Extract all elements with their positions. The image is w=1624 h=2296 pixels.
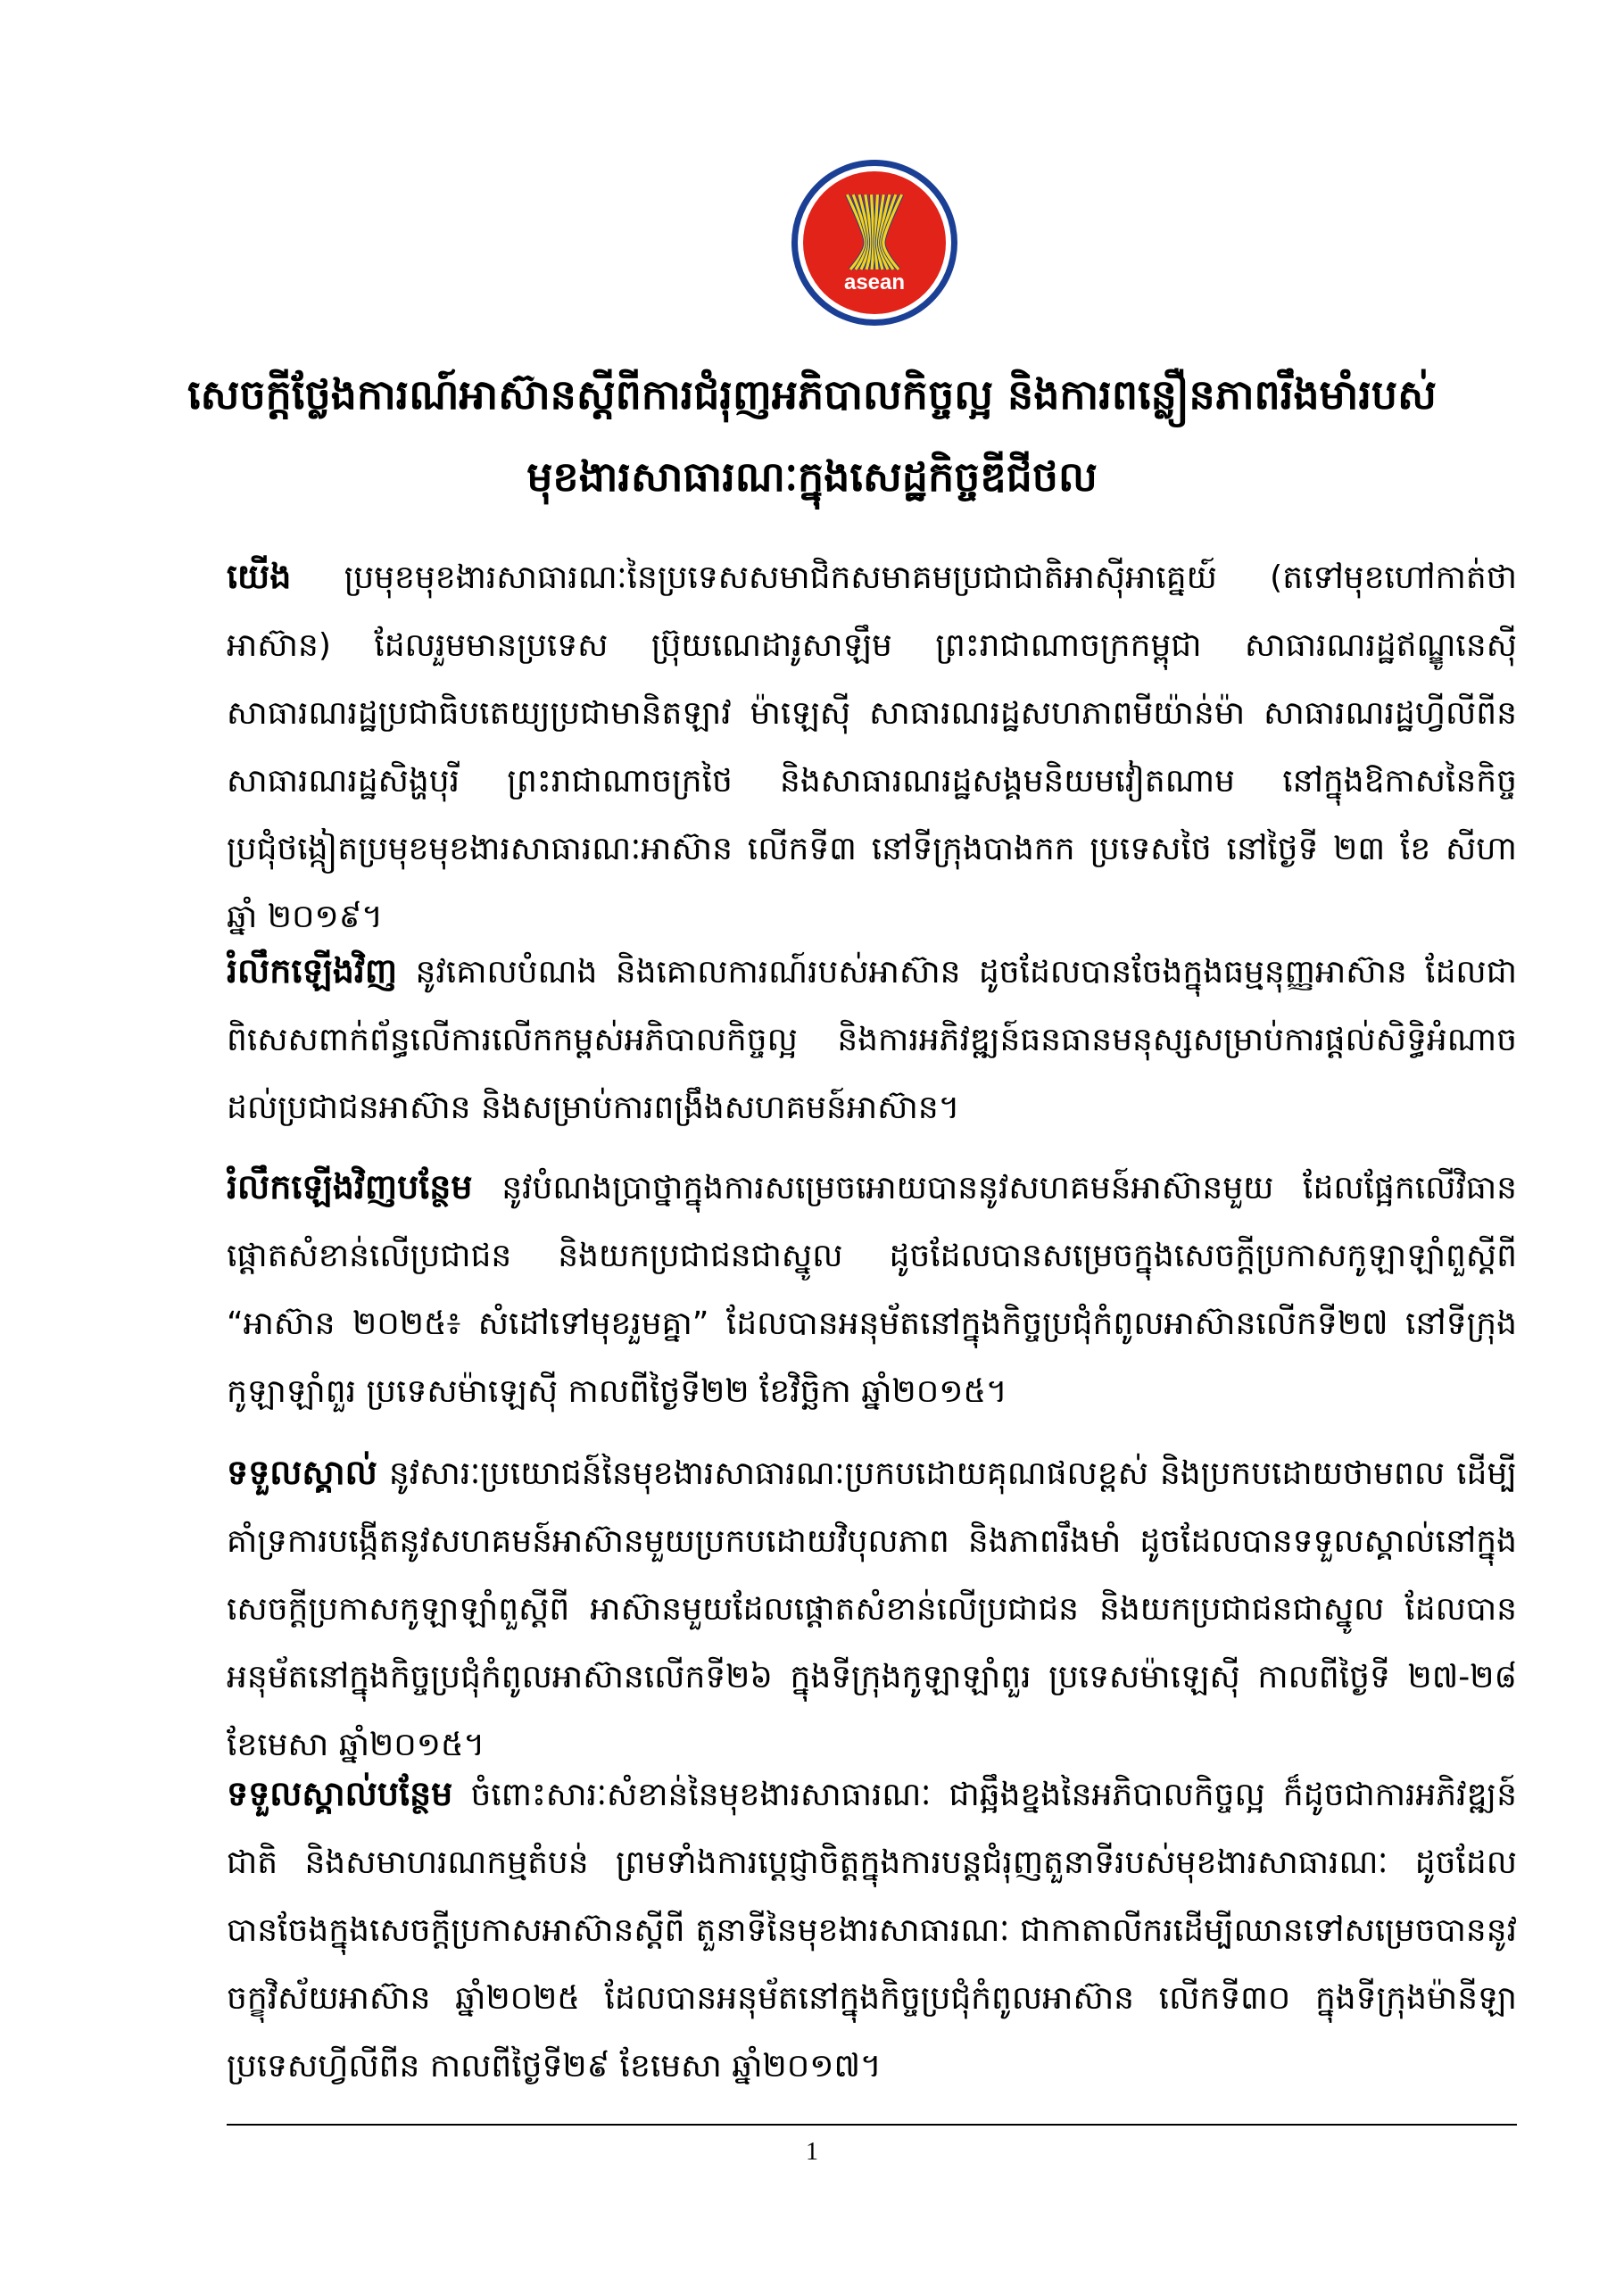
paragraph-2: [227, 937, 1517, 1142]
paragraph-4: [227, 1438, 1517, 1779]
paragraph-1: [227, 543, 1517, 951]
page-number: 1: [806, 2138, 818, 2166]
title-line-2: មុខងារសាធារណៈក្នុងសេដ្ឋកិច្ចឌីជីថល: [526, 452, 1098, 501]
paragraph-2-lead: រំលឹកឡើងវិញ: [227, 951, 398, 991]
asean-logo: [791, 159, 958, 327]
paragraph-1-text: ប្រមុខមុខងារសាធារណៈនៃប្រទេសសមាជិកសមាគមប្រជាជាតិអាស៊ីអាគ្នេយ៍ (តទៅមុខហៅកាត់ថា អាស៊ាន) ដែលរួមមានប្រទេស ប្រ៊ុយណេដារូសាឡឹម ព្រះរាជាណាចក្រកម្ពុជា សាធារណរដ្ឋឥណ្ឌូនេស៊ី សាធារណរដ្ឋប្រជាធិបតេយ្យប្រជាមានិតឡាវ ម៉ាឡេស៊ី សាធារណរដ្ឋសហភាពមីយ៉ាន់ម៉ា សាធារណរដ្ឋហ្វីលីពីន សាធារណរដ្ឋសិង្ហបុរី ព្រះរាជាណាចក្រថៃ និងសាធារណរដ្ឋសង្គមនិយមវៀតណាម នៅក្នុងឱកាសនៃកិច្ចប្រជុំថង្កៀតប្រមុខមុខងារសាធារណៈអាស៊ាន លើកទី៣ នៅទីក្រុងបាងកក ប្រទេសថៃ នៅថ្ងៃទី ២៣ ខែ សីហា ឆ្នាំ ២០១៩។: [227, 559, 1517, 935]
svg-text:asean: asean: [843, 270, 906, 294]
paragraph-3-text: នូវបំណងប្រាថ្នាក្នុងការសម្រេចអោយបាននូវសហគមន៍អាស៊ានមួយ ដែលផ្អែកលើវិធាន ផ្តោតសំខាន់លើប្រជាជន និងយកប្រជាជនជាស្នូល ដូចដែលបានសម្រេចក្នុងសេចក្តីប្រកាសកូឡាឡាំពួស្តីពី “អាស៊ាន ២០២៥៖ សំដៅទៅមុខរួមគ្នា” ដែលបានអនុម័តនៅក្នុងកិច្ចប្រជុំកំពូលអាស៊ានលើកទី២៧ នៅទីក្រុងកូឡាឡាំពួរ ប្រទេសម៉ាឡេស៊ី កាលពីថ្ងៃទី២២ ខែវិច្ឆិកា ឆ្នាំ២០១៥។: [227, 1170, 1517, 1410]
paragraph-4-lead: ទទួលស្គាល់: [227, 1453, 377, 1492]
paragraph-4-text: នូវសារៈប្រយោជន៍នៃមុខងារសាធារណៈប្រកបដោយគុណផលខ្ពស់ និងប្រកបដោយថាមពល ដើម្បីគាំទ្រការបង្កើតនូវសហគមន៍អាស៊ានមួយប្រកបដោយវិបុលភាព និងភាពរឹងមាំ ដូចដែលបានទទួលស្គាល់នៅក្នុងសេចក្តីប្រកាសកូឡាឡាំពួស្តីពី អាស៊ានមួយដែលផ្តោតសំខាន់លើប្រជាជន និងយកប្រជាជនជាស្នូល ដែលបានអនុម័តនៅក្នុងកិច្ចប្រជុំកំពូលអាស៊ានលើកទី២៦ ក្នុងទីក្រុងកូឡាឡាំពួរ ប្រទេសម៉ាឡេស៊ី កាលពីថ្ងៃទី ២៧-២៨ ខែមេសា ឆ្នាំ២០១៥។: [227, 1455, 1517, 1763]
paragraph-1-lead: យើង: [227, 557, 292, 596]
paragraph-2-text: នូវគោលបំណង និងគោលការណ៍របស់អាស៊ាន ដូចដែលបានចែងក្នុងធម្មនុញ្ញអាស៊ាន ដែលជាពិសេសពាក់ព័ន្ធលើការលើកកម្ពស់អភិបាលកិច្ចល្អ និងការអភិវឌ្ឍន៍ធនធានមនុស្សសម្រាប់ការផ្តល់សិទ្ធិអំណាចដល់ប្រជាជនអាស៊ាន និងសម្រាប់ការពង្រឹងសហគមន៍អាស៊ាន។: [227, 954, 1517, 1126]
paragraph-3-lead: រំលឹកឡើងវិញបន្ថែម: [227, 1167, 473, 1206]
paragraph-3: [227, 1153, 1517, 1426]
paragraph-5-text: ចំពោះសារៈសំខាន់នៃមុខងារសាធារណៈ ជាឆ្អឹងខ្នងនៃអភិបាលកិច្ចល្អ ក៏ដូចជាការអភិវឌ្ឍន៍ជាតិ និងសមាហរណកម្មតំបន់ ព្រមទាំងការប្តេជ្ញាចិត្តក្នុងការបន្តជំរុញតួនាទីរបស់មុខងារសាធារណៈ ដូចដែលបានចែងក្នុងសេចក្តីប្រកាសអាស៊ានស្តីពី តួនាទីនៃមុខងារសាធារណៈ ជាកាតាលីករដើម្បីឈានទៅសម្រេចបាននូវចក្ខុវិស័យអាស៊ាន ឆ្នាំ២០២៥ ដែលបានអនុម័តនៅក្នុងកិច្ចប្រជុំកំពូលអាស៊ាន លើកទី៣០ ក្នុងទីក្រុងម៉ានីឡា ប្រទេសហ្វីលីពីន កាលពីថ្ងៃទី២៩ ខែមេសា ឆ្នាំ២០១៧។: [227, 1777, 1517, 2085]
paragraph-5: [227, 1760, 1517, 2101]
title-line-1: សេចក្តីថ្លែងការណ៍អាស៊ានស្តីពីការជំរុញអភិបាលកិច្ចល្អ និងការពន្លឿនភាពរឹងមាំរបស់: [187, 370, 1437, 419]
footer-rule: [227, 2124, 1517, 2126]
paragraph-5-lead: ទទួលស្គាល់បន្ថែម: [227, 1774, 453, 1813]
